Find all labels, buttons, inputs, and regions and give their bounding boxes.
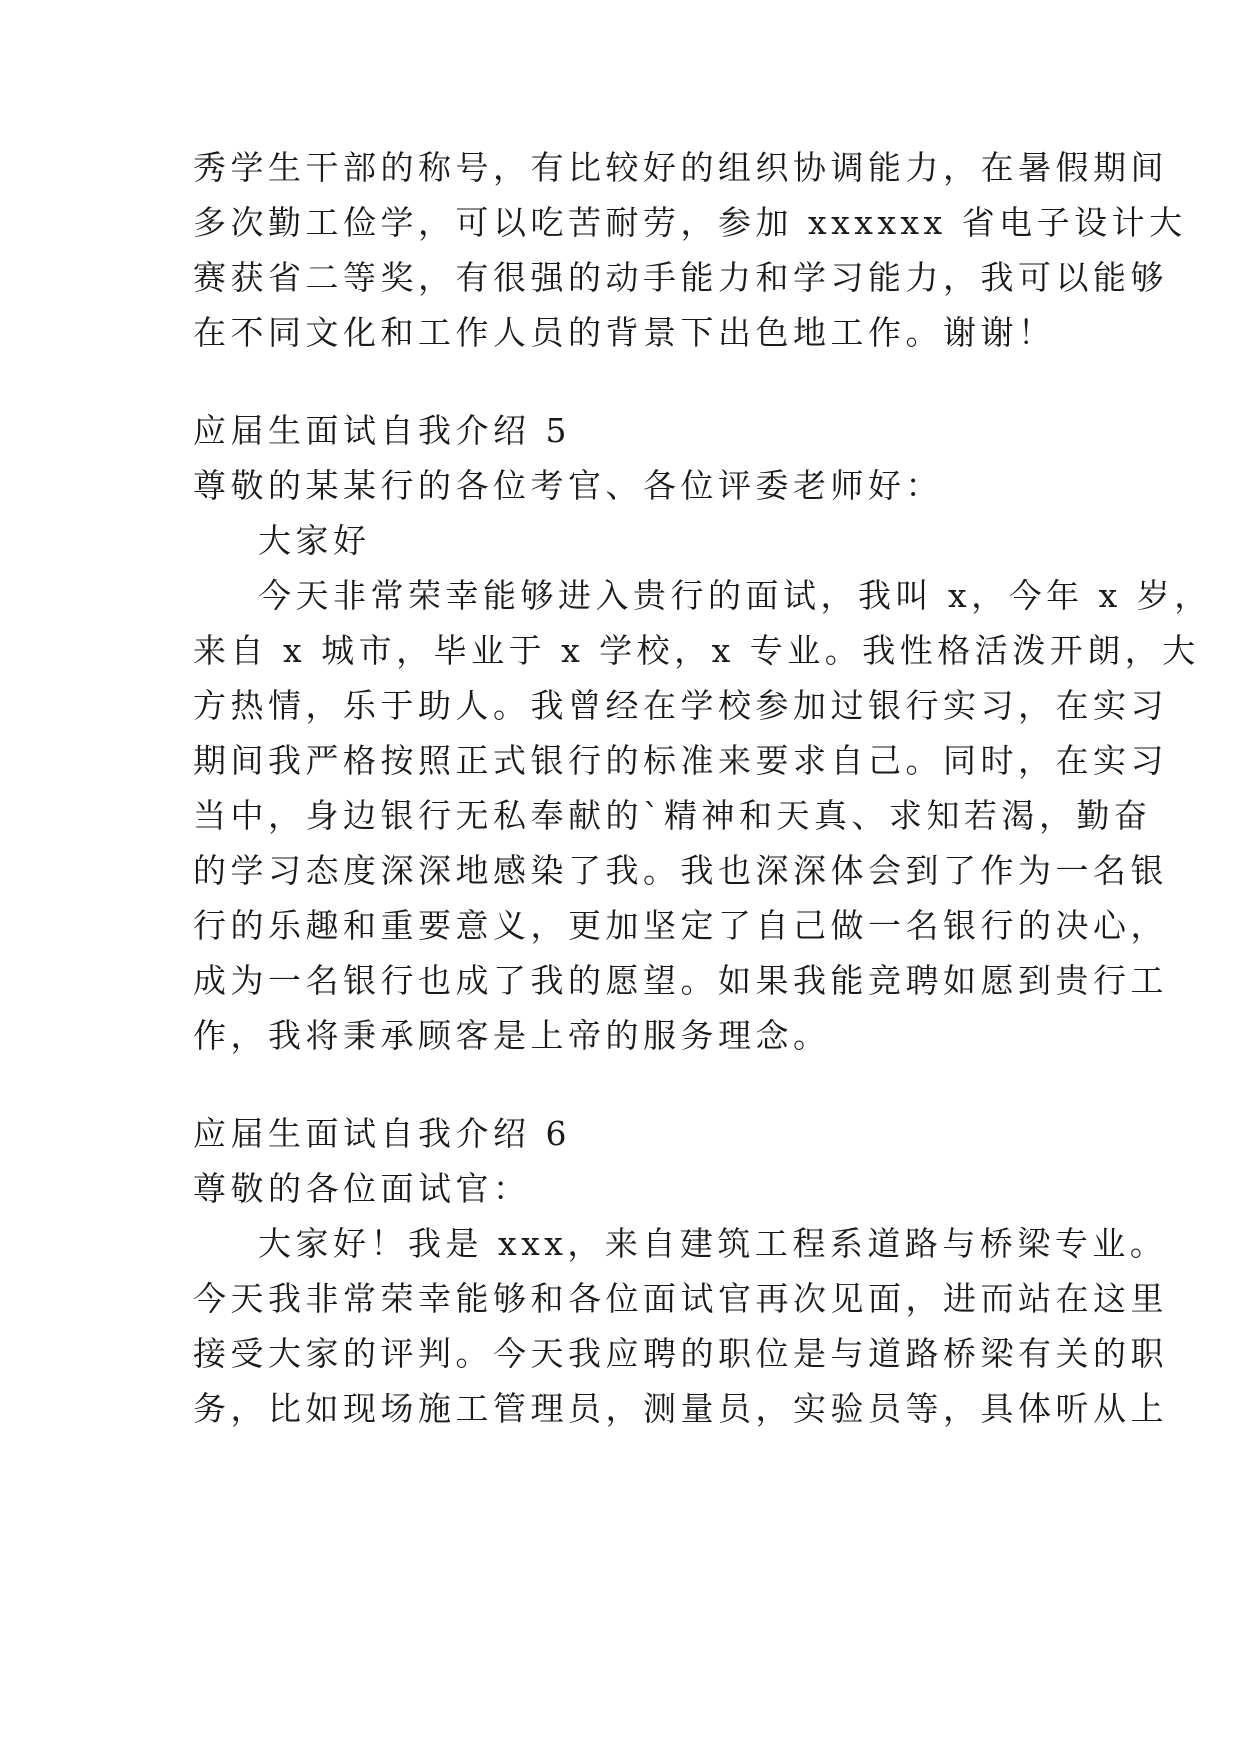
paragraph-line: 当中，身边银行无私奉献的`精神和天真、求知若渴，勤奋	[193, 796, 1152, 835]
paragraph-line: 秀学生干部的称号，有比较好的组织协调能力，在暑假期间	[193, 148, 1168, 187]
paragraph-line: 期间我严格按照正式银行的标准来要求自己。同时，在实习	[193, 741, 1168, 780]
paragraph-line: 今天非常荣幸能够进入贵行的面试，我叫 x，今年 x 岁，	[258, 576, 1212, 615]
paragraph-line: 来自 x 城市，毕业于 x 学校，x 专业。我性格活泼开朗，大	[193, 631, 1200, 670]
paragraph-line: 务，比如现场施工管理员，测量员，实验员等，具体听从上	[193, 1389, 1168, 1428]
paragraph-line: 今天我非常荣幸能够和各位面试官再次见面，进而站在这里	[193, 1279, 1168, 1318]
paragraph-line: 在不同文化和工作人员的背景下出色地工作。谢谢！	[193, 313, 1056, 352]
greeting-5: 大家好	[258, 521, 371, 560]
paragraph-line: 方热情，乐于助人。我曾经在学校参加过银行实习，在实习	[193, 686, 1168, 725]
paragraph-line: 大家好！我是 xxx，来自建筑工程系道路与桥梁专业。	[258, 1224, 1168, 1263]
section-heading-6: 应届生面试自我介绍 6	[193, 1114, 571, 1153]
salutation-5: 尊敬的某某行的各位考官、各位评委老师好：	[193, 466, 943, 505]
paragraph-line: 多次勤工俭学，可以吃苦耐劳，参加 xxxxxx 省电子设计大	[193, 203, 1187, 242]
paragraph-line: 接受大家的评判。今天我应聘的职位是与道路桥梁有关的职	[193, 1334, 1168, 1373]
paragraph-line: 行的乐趣和重要意义，更加坚定了自己做一名银行的决心，	[193, 906, 1168, 945]
paragraph-line: 赛获省二等奖，有很强的动手能力和学习能力，我可以能够	[193, 258, 1168, 297]
section-heading-5: 应届生面试自我介绍 5	[193, 411, 571, 450]
paragraph-line: 的学习态度深深地感染了我。我也深深体会到了作为一名银	[193, 851, 1168, 890]
paragraph-line: 成为一名银行也成了我的愿望。如果我能竞聘如愿到贵行工	[193, 961, 1168, 1000]
salutation-6: 尊敬的各位面试官：	[193, 1169, 531, 1208]
paragraph-line: 作，我将秉承顾客是上帝的服务理念。	[193, 1016, 831, 1055]
